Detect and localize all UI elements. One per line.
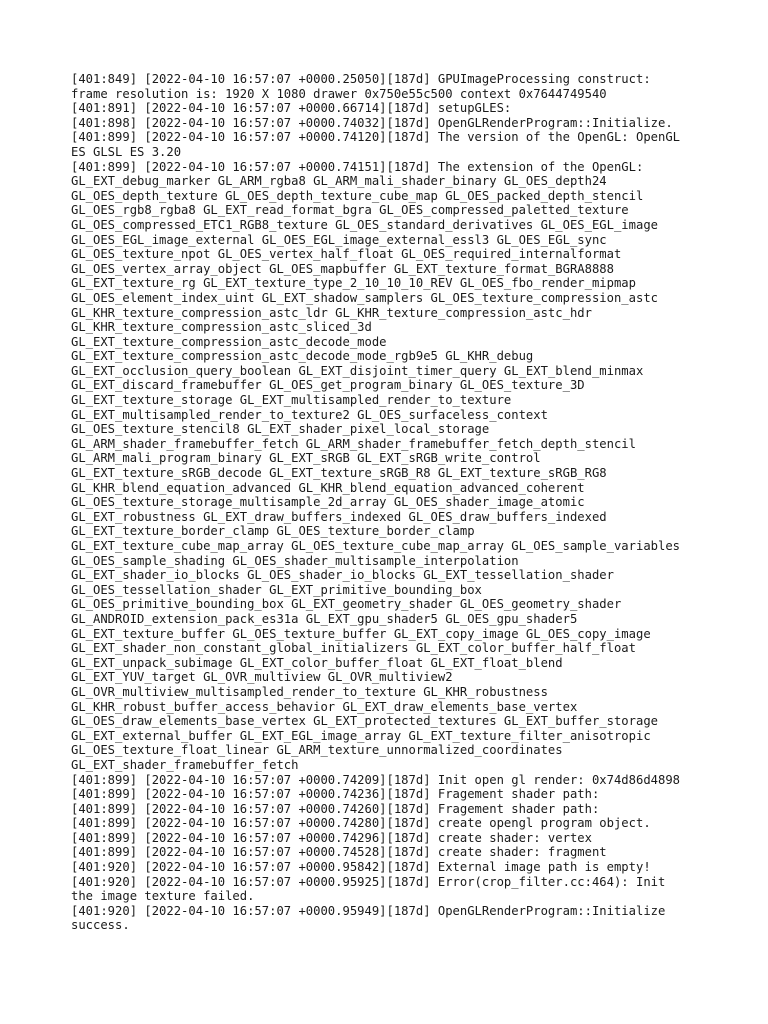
log-line: [401:899] [2022-04-10 16:57:07 +0000.74296][187d] create shader: vertex xyxy=(71,830,592,845)
log-line: [401:899] [2022-04-10 16:57:07 +0000.74151][187d] The extension of the OpenGL: xyxy=(71,159,644,174)
log-line: GL_EXT_shader_framebuffer_fetch xyxy=(71,757,299,772)
log-line: success. xyxy=(71,918,130,933)
log-line: [401:920] [2022-04-10 16:57:07 +0000.95925][187d] Error(crop_filter.cc:464): Init xyxy=(71,874,666,889)
log-line: ES GLSL ES 3.20 xyxy=(71,144,182,159)
log-line: GL_OES_EGL_image_external GL_OES_EGL_image_external_essl3 GL_OES_EGL_sync xyxy=(71,232,607,247)
log-line: GL_OES_draw_elements_base_vertex GL_EXT_protected_textures GL_EXT_buffer_storage xyxy=(71,714,658,729)
log-line: GL_EXT_occlusion_query_boolean GL_EXT_disjoint_timer_query GL_EXT_blend_minmax xyxy=(71,363,644,378)
log-line: GL_EXT_texture_compression_astc_decode_mode_rgb9e5 GL_KHR_debug xyxy=(71,349,534,364)
log-line: [401:899] [2022-04-10 16:57:07 +0000.74260][187d] Fragement shader path: xyxy=(71,801,600,816)
log-line: GL_EXT_discard_framebuffer GL_OES_get_program_binary GL_OES_texture_3D xyxy=(71,378,585,393)
log-line: GL_EXT_texture_buffer GL_OES_texture_buffer GL_EXT_copy_image GL_OES_copy_image xyxy=(71,626,651,641)
log-line: GL_ANDROID_extension_pack_es31a GL_EXT_gpu_shader5 GL_OES_gpu_shader5 xyxy=(71,611,578,626)
log-line: [401:891] [2022-04-10 16:57:07 +0000.66714][187d] setupGLES: xyxy=(71,101,512,116)
log-line: GL_ARM_shader_framebuffer_fetch GL_ARM_shader_framebuffer_fetch_depth_stencil xyxy=(71,436,636,451)
log-line: GL_ARM_mali_program_binary GL_EXT_sRGB GL_EXT_sRGB_write_control xyxy=(71,451,541,466)
log-line: [401:849] [2022-04-10 16:57:07 +0000.25050][187d] GPUImageProcessing construct: xyxy=(71,72,651,86)
log-text-block xyxy=(71,72,711,933)
log-line: GL_KHR_robust_buffer_access_behavior GL_EXT_draw_elements_base_vertex xyxy=(71,699,578,714)
log-line: GL_OES_texture_float_linear GL_ARM_texture_unnormalized_coordinates xyxy=(71,743,563,758)
log-line: GL_OES_element_index_uint GL_EXT_shadow_samplers GL_OES_texture_compression_astc xyxy=(71,290,658,305)
log-line: GL_EXT_texture_border_clamp GL_OES_texture_border_clamp xyxy=(71,524,475,539)
log-line: GL_OES_depth_texture GL_OES_depth_texture_cube_map GL_OES_packed_depth_stencil xyxy=(71,188,644,203)
log-line: GL_EXT_shader_io_blocks GL_OES_shader_io_blocks GL_EXT_tessellation_shader xyxy=(71,568,614,583)
log-line: GL_OES_compressed_ETC1_RGB8_texture GL_OES_standard_derivatives GL_OES_EGL_image xyxy=(71,217,658,232)
log-line: GL_EXT_shader_non_constant_global_initializers GL_EXT_color_buffer_half_float xyxy=(71,641,636,656)
log-line: GL_KHR_blend_equation_advanced GL_KHR_blend_equation_advanced_coherent xyxy=(71,480,585,495)
log-line: GL_EXT_debug_marker GL_ARM_rgba8 GL_ARM_mali_shader_binary GL_OES_depth24 xyxy=(71,174,607,189)
log-line: GL_OES_vertex_array_object GL_OES_mapbuffer GL_EXT_texture_format_BGRA8888 xyxy=(71,261,614,276)
log-line: GL_OES_sample_shading GL_OES_shader_multisample_interpolation xyxy=(71,553,519,568)
log-line: [401:898] [2022-04-10 16:57:07 +0000.74032][187d] OpenGLRenderProgram::Initialize. xyxy=(71,115,673,130)
log-line: [401:899] [2022-04-10 16:57:07 +0000.74528][187d] create shader: fragment xyxy=(71,845,607,860)
log-line: [401:899] [2022-04-10 16:57:07 +0000.74280][187d] create opengl program object. xyxy=(71,816,651,831)
log-line: GL_OES_texture_stencil8 GL_EXT_shader_pixel_local_storage xyxy=(71,422,490,437)
log-line: [401:920] [2022-04-10 16:57:07 +0000.95949][187d] OpenGLRenderProgram::Initialize xyxy=(71,903,666,918)
log-line: the image texture failed. xyxy=(71,889,255,904)
log-line: GL_KHR_texture_compression_astc_ldr GL_KHR_texture_compression_astc_hdr xyxy=(71,305,592,320)
log-line: GL_EXT_robustness GL_EXT_draw_buffers_indexed GL_OES_draw_buffers_indexed xyxy=(71,509,607,524)
log-line: GL_OES_rgb8_rgba8 GL_EXT_read_format_bgra GL_OES_compressed_paletted_texture xyxy=(71,203,629,218)
log-line: GL_EXT_YUV_target GL_OVR_multiview GL_OVR_multiview2 xyxy=(71,670,453,685)
log-line: frame resolution is: 1920 X 1080 drawer 0x750e55c500 context 0x7644749540 xyxy=(71,86,607,101)
log-line: GL_KHR_texture_compression_astc_sliced_3d xyxy=(71,320,372,335)
log-line: GL_EXT_external_buffer GL_EXT_EGL_image_array GL_EXT_texture_filter_anisotropic xyxy=(71,728,651,743)
log-line: [401:899] [2022-04-10 16:57:07 +0000.74120][187d] The version of the OpenGL: OpenGL xyxy=(71,130,681,145)
log-line: [401:920] [2022-04-10 16:57:07 +0000.95842][187d] External image path is empty! xyxy=(71,860,651,875)
log-line: [401:899] [2022-04-10 16:57:07 +0000.74236][187d] Fragement shader path: xyxy=(71,787,600,802)
log-line: GL_EXT_multisampled_render_to_texture2 GL_OES_surfaceless_context xyxy=(71,407,548,422)
log-line: GL_EXT_unpack_subimage GL_EXT_color_buffer_float GL_EXT_float_blend xyxy=(71,655,563,670)
log-line: GL_EXT_texture_cube_map_array GL_OES_texture_cube_map_array GL_OES_sample_variables xyxy=(71,539,681,553)
log-line: GL_EXT_texture_sRGB_decode GL_EXT_texture_sRGB_R8 GL_EXT_texture_sRGB_RG8 xyxy=(71,466,607,481)
log-line: GL_OVR_multiview_multisampled_render_to_texture GL_KHR_robustness xyxy=(71,684,548,699)
log-line: [401:899] [2022-04-10 16:57:07 +0000.74209][187d] Init open gl render: 0x74d86d4898 xyxy=(71,772,681,787)
log-line: GL_EXT_texture_rg GL_EXT_texture_type_2_10_10_10_REV GL_OES_fbo_render_mipmap xyxy=(71,276,636,291)
log-line: GL_OES_primitive_bounding_box GL_EXT_geometry_shader GL_OES_geometry_shader xyxy=(71,597,622,612)
log-line: GL_OES_tessellation_shader GL_EXT_primitive_bounding_box xyxy=(71,582,482,597)
log-line: GL_OES_texture_npot GL_OES_vertex_half_float GL_OES_required_internalformat xyxy=(71,247,622,262)
log-line: GL_EXT_texture_storage GL_EXT_multisampled_render_to_texture xyxy=(71,393,512,408)
log-line: GL_EXT_texture_compression_astc_decode_mode xyxy=(71,334,387,349)
log-line: GL_OES_texture_storage_multisample_2d_array GL_OES_shader_image_atomic xyxy=(71,495,585,510)
